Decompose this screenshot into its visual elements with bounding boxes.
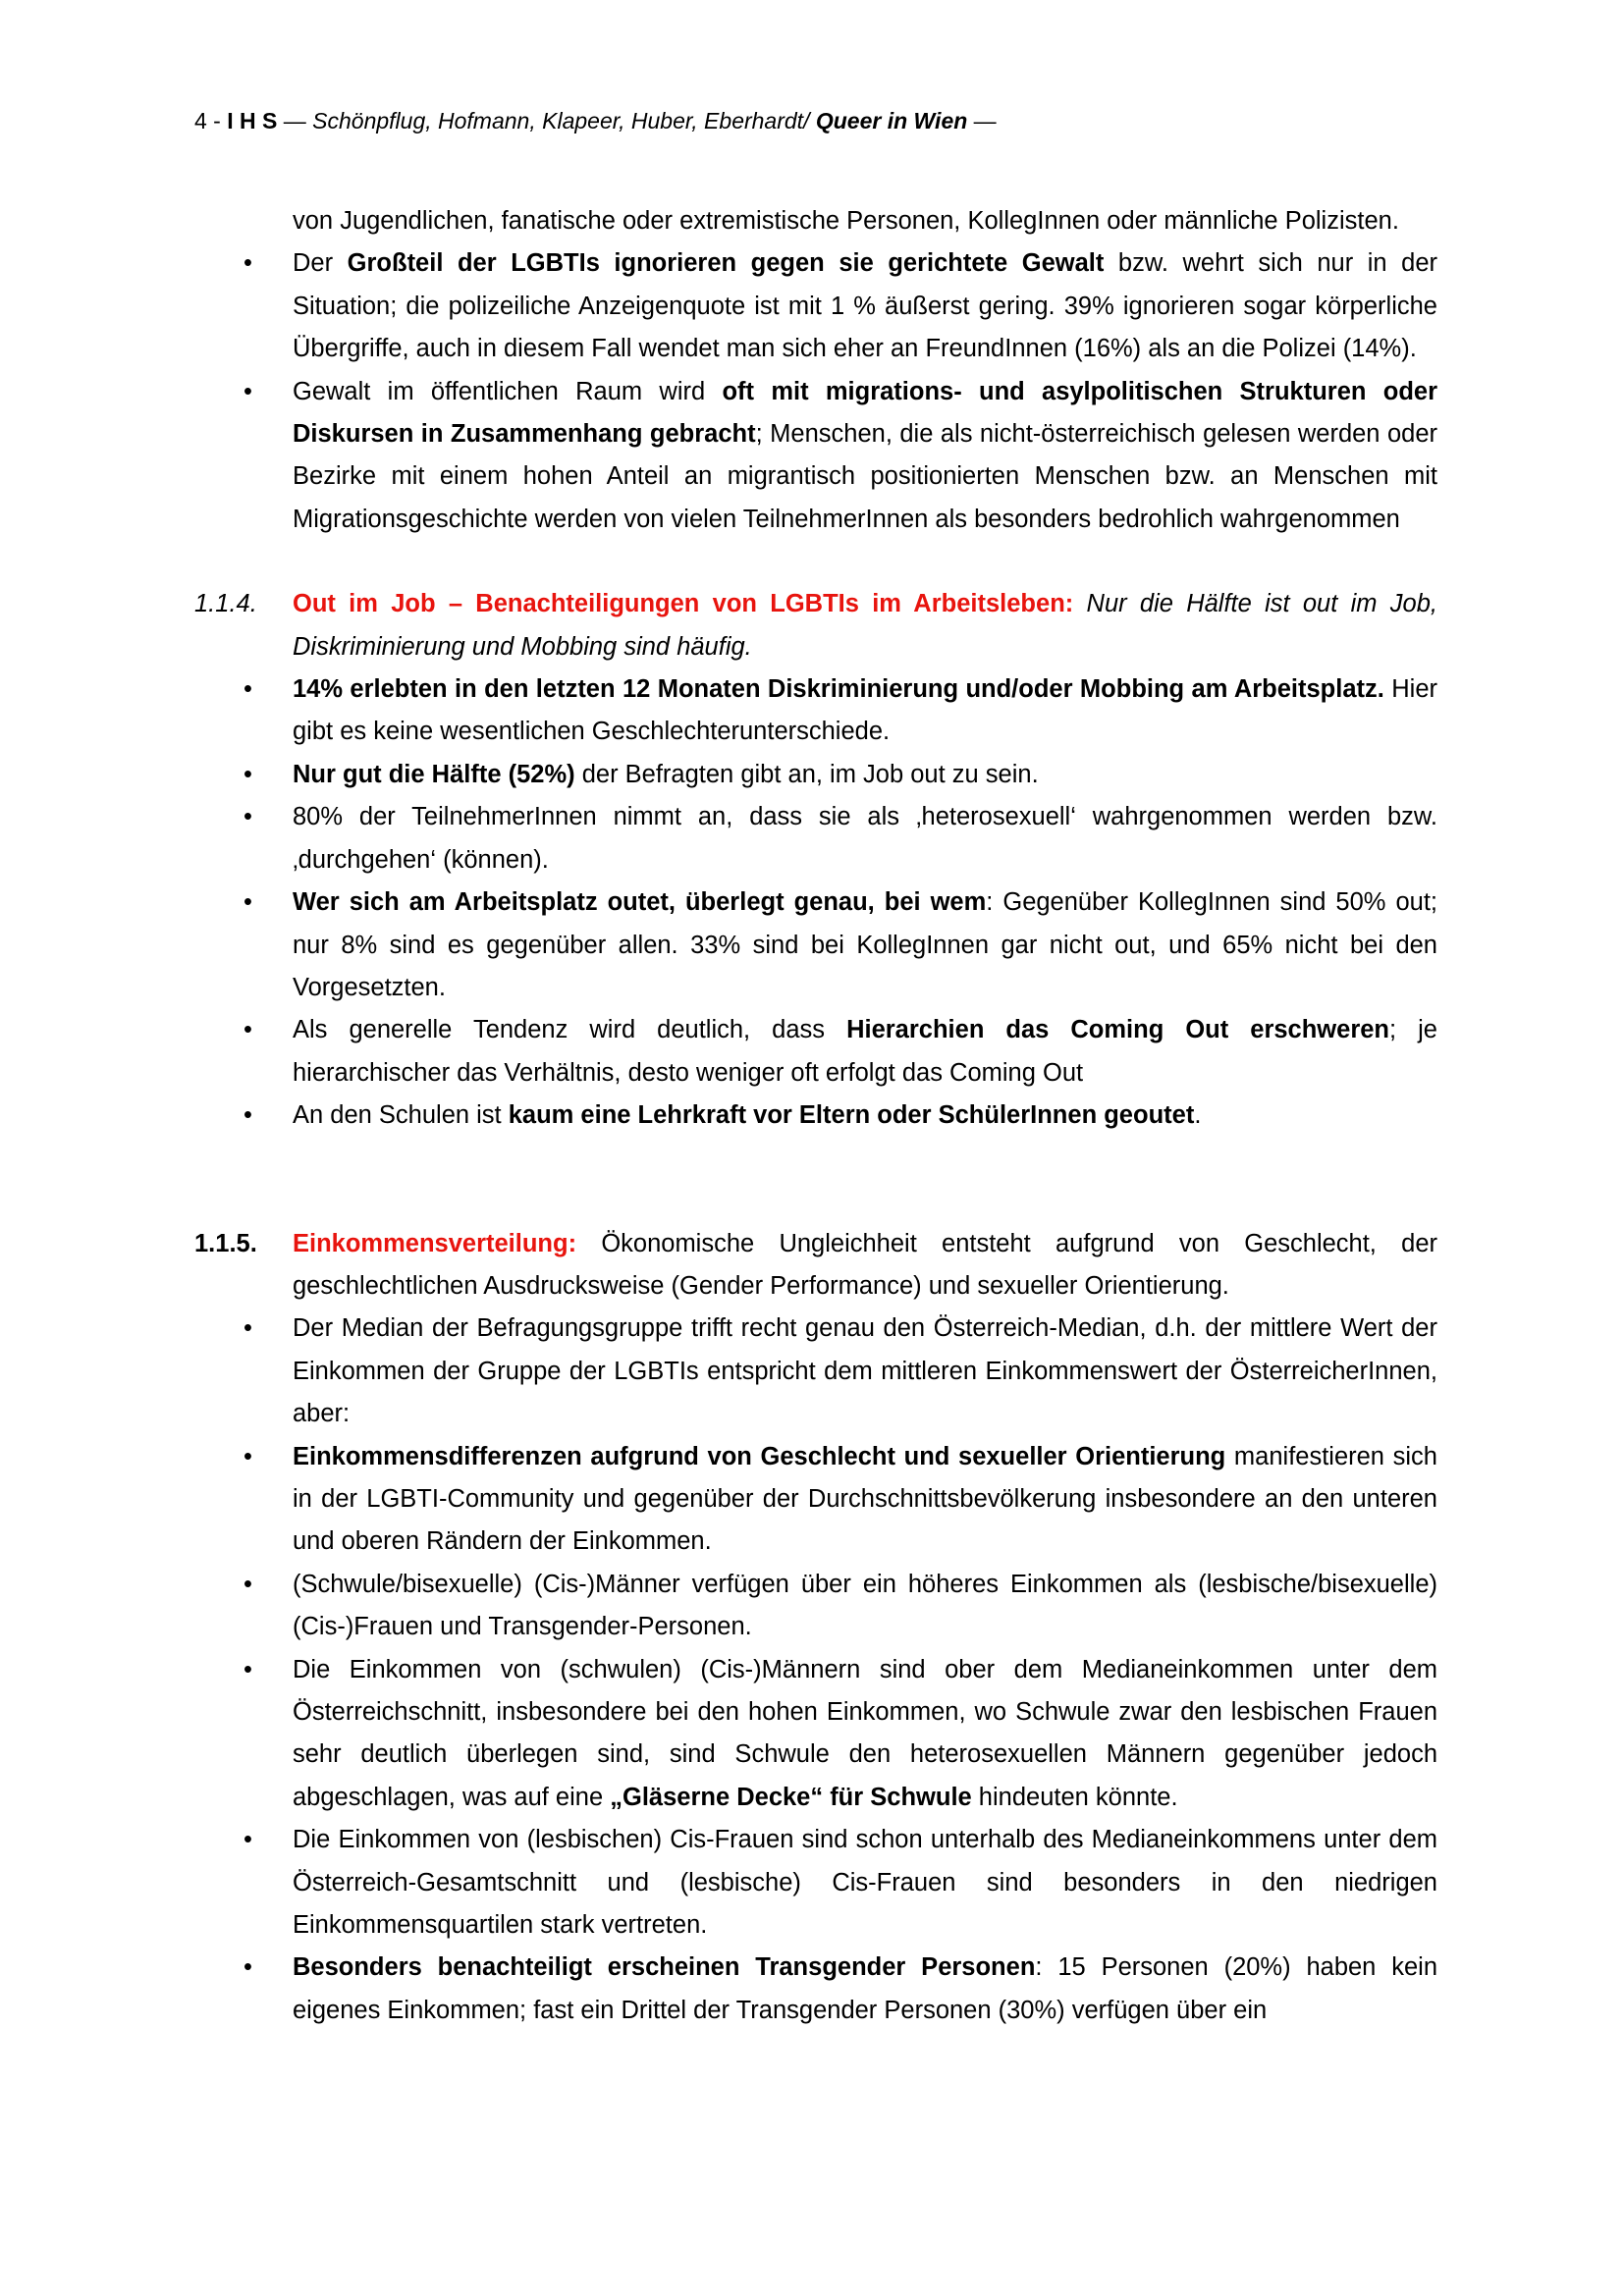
bullet-half-out: • Nur gut die Hälfte (52%) der Befragten gibt an, im Job out zu sein. [293,754,1437,796]
bullet-men-higher-income: • (Schwule/bisexuelle) (Cis-)Männer verfügen über ein höheres Einkommen als (lesbische/bisexuelle) (Cis-)Frauen und Transgender-Personen. [293,1564,1437,1649]
bullet-icon: • [244,1016,252,1044]
bullet-icon: • [244,249,252,278]
bullet-outing-at-work: • Wer sich am Arbeitsplatz outet, überlegt genau, bei wem: Gegenüber KollegInnen sind 50% out; nur 8% sind es gegenüber allen. 33% sind bei KollegInnen gar nicht out, und 65% nicht bei den Vorgesetzten. [293,881,1437,1009]
bullet-icon: • [244,1953,252,1982]
bullet-median: • Der Median der Befragungsgruppe trifft recht genau den Österreich-Median, d.h. der mittlere Wert der Einkommen der Gruppe der LGBTIs entspricht dem mittleren Einkommenswert der ÖsterreicherInnen, aber: [293,1308,1437,1435]
bullet-icon: • [244,1442,252,1470]
bullet-icon: • [244,675,252,704]
bullet-income-differences: • Einkommensdifferenzen aufgrund von Geschlecht und sexueller Orientierung manifestieren sich in der LGBTI-Community und gegenüber der Durchschnittsbevölkerung insbesondere an den unteren und oberen Rändern der Einkommen. [293,1436,1437,1564]
bullet-transgender-income: • Besonders benachteiligt erscheinen Transgender Personen: 15 Personen (20%) haben kein eigenes Einkommen; fast ein Drittel der Transgender Personen (30%) verfügen über ein [293,1947,1437,2032]
section-subtitle: Ökonomische Ungleichheit entsteht aufgrund von Geschlecht, der geschlechtlichen Ausdrucksweise (Gender Performance) und sexueller Orientierung. [293,1229,1437,1300]
bullet-icon: • [244,1101,252,1130]
section-1-1-5-heading [194,1223,1437,1308]
section-subtitle: Nur die Hälfte ist out im Job, Diskriminierung und Mobbing sind häufig. [293,590,1437,661]
document-body [194,200,1437,2032]
bullet-hierarchies: • Als generelle Tendenz wird deutlich, dass Hierarchien das Coming Out erschweren; je hierarchischer das Verhältnis, desto weniger oft erfolgt das Coming Out [293,1009,1437,1095]
bullet-lesbian-income: • Die Einkommen von (lesbischen) Cis-Frauen sind schon unterhalb des Medianeinkommens unter dem Österreich-Gesamtschnitt und (lesbische) Cis-Frauen sind besonders in den niedrigen Einkommensquartilen stark vertreten. [293,1819,1437,1947]
header-dash-end: — [967,108,997,133]
bullet-public-violence: • Gewalt im öffentlichen Raum wird oft mit migrations- und asylpolitischen Strukturen oder Diskursen in Zusammenhang gebracht; Menschen, die als nicht-österreichisch gelesen werden oder Bezirke mit einem hohen Anteil an migrantisch positionierten Menschen bzw. an Menschen mit Migrationsgeschichte werden von vielen TeilnehmerInnen als besonders bedrohlich wahrgenommen [293,371,1437,542]
section-1-1-4-heading [194,583,1437,668]
page-number: 4 - [194,108,228,133]
bullet-violence-ignored: • Der Großteil der LGBTIs ignorieren gegen sie gerichtete Gewalt bzw. wehrt sich nur in der Situation; die polizeiliche Anzeigenquote ist mit 1 % äußerst gering. 39% ignorieren sogar körperliche Übergriffe, auch in diesem Fall wendet man sich eher an FreundInnen (16%) als an die Polizei (14%). [293,242,1437,370]
header-title: Queer in Wien [815,108,968,133]
bullet-perceived-hetero: • 80% der TeilnehmerInnen nimmt an, dass sie als ‚heterosexuell‘ wahrgenommen werden bzw. ‚durchgehen‘ (können). [293,796,1437,881]
bullet-schools: • An den Schulen ist kaum eine Lehrkraft vor Eltern oder SchülerInnen geoutet. [293,1095,1437,1137]
bullet-icon: • [244,1570,252,1598]
header-authors: Schönpflug, Hofmann, Klapeer, Huber, Eberhardt/ [312,108,816,133]
continuation-paragraph: von Jugendlichen, fanatische oder extremistische Personen, KollegInnen oder männliche Polizisten. [293,207,1399,235]
bullet-icon: • [244,1314,252,1343]
bullet-icon: • [244,377,252,405]
header-dash: — [277,108,313,133]
section-number: 1.1.4. [194,590,257,618]
bullet-gay-men-income: • Die Einkommen von (schwulen) (Cis-)Männern sind ober dem Medianeinkommen unter dem Österreichschnitt, insbesondere bei den hohen Einkommen, wo Schwule zwar den lesbischen Frauen sehr deutlich überlegen sind, sind Schwule den heterosexuellen Männern gegenüber jedoch abgeschlagen, was auf eine „Gläserne Decke“ für Schwule hindeuten könnte. [293,1649,1437,1820]
bullet-icon: • [244,760,252,788]
bullet-discrimination: • 14% erlebten in den letzten 12 Monaten Diskriminierung und/oder Mobbing am Arbeitsplatz. Hier gibt es keine wesentlichen Geschlechterunterschiede. [293,668,1437,754]
ihs-label: I H S [227,108,278,133]
bullet-icon: • [244,1655,252,1683]
bullet-icon: • [244,1826,252,1854]
bullet-icon: • [244,888,252,917]
page-header [194,106,997,135]
bullet-icon: • [244,803,252,831]
section-title: Einkommensverteilung: [293,1229,577,1257]
section-number: 1.1.5. [194,1229,257,1257]
section-title: Out im Job – Benachteiligungen von LGBTIs im Arbeitsleben: [293,590,1074,618]
